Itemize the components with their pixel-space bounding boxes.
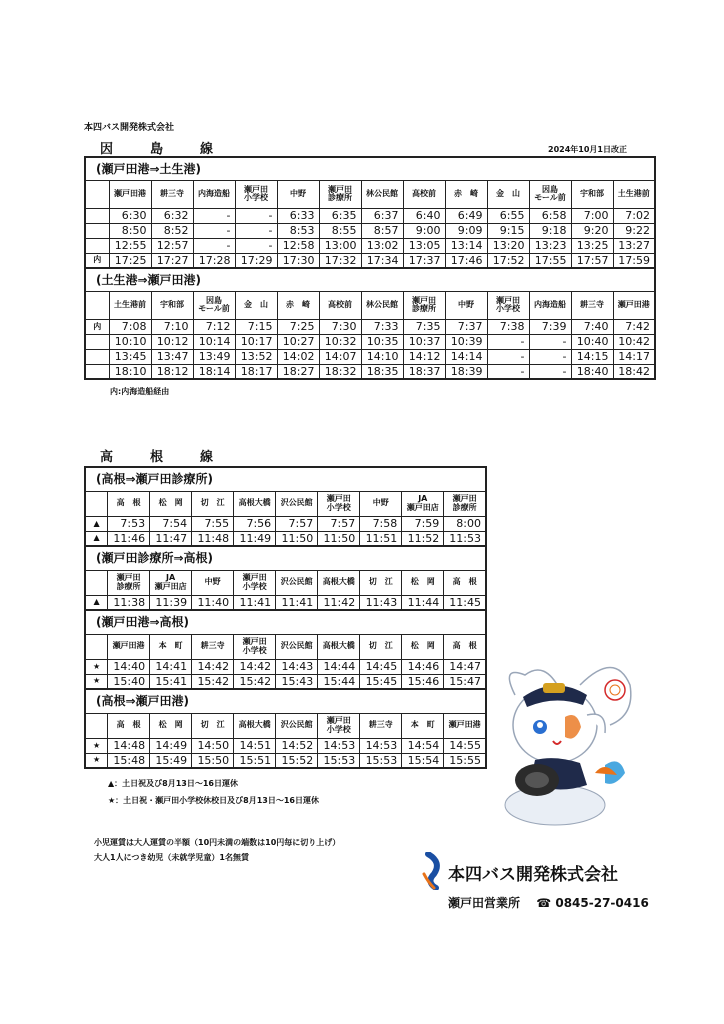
time-cell: 6:40: [403, 208, 445, 223]
time-cell: 17:34: [361, 253, 403, 268]
time-cell: 11:41: [276, 595, 318, 610]
time-cell: 9:15: [487, 223, 529, 238]
time-cell: 7:12: [193, 319, 235, 334]
phone-number: 0845-27-0416: [555, 896, 649, 910]
timetable-row: [85, 738, 486, 753]
time-cell: 6:49: [445, 208, 487, 223]
time-cell: 15:50: [192, 753, 234, 768]
time-cell: 11:52: [402, 531, 444, 546]
time-cell: 7:53: [108, 516, 150, 531]
timetable-row: [85, 595, 486, 610]
time-cell: 13:23: [529, 238, 571, 253]
time-cell: 15:48: [108, 753, 150, 768]
row-mark: ★: [85, 753, 108, 768]
time-cell: -: [529, 334, 571, 349]
timetable-row: [85, 753, 486, 768]
timetable-row: [85, 364, 655, 379]
time-cell: -: [487, 364, 529, 379]
time-cell: 11:46: [108, 531, 150, 546]
time-cell: -: [529, 364, 571, 379]
time-cell: 17:25: [109, 253, 151, 268]
time-cell: 10:42: [613, 334, 655, 349]
row-mark: ▲: [85, 531, 108, 546]
stop-header: 沢公民館: [276, 491, 318, 516]
time-cell: -: [487, 334, 529, 349]
stop-header: 高校前: [403, 180, 445, 208]
time-cell: 10:37: [403, 334, 445, 349]
header-blank-cell: [85, 634, 108, 659]
time-cell: 12:55: [109, 238, 151, 253]
time-cell: 6:37: [361, 208, 403, 223]
time-cell: 14:14: [445, 349, 487, 364]
stop-header: 松 岡: [150, 713, 192, 738]
time-cell: 14:07: [319, 349, 361, 364]
time-cell: 14:50: [192, 738, 234, 753]
time-cell: 7:59: [402, 516, 444, 531]
stop-header: 切 江: [192, 713, 234, 738]
row-mark: ▲: [85, 595, 108, 610]
time-cell: -: [235, 223, 277, 238]
time-cell: 13:47: [151, 349, 193, 364]
time-cell: 8:00: [444, 516, 486, 531]
stop-header: 本 町: [402, 713, 444, 738]
time-cell: 11:45: [444, 595, 486, 610]
time-cell: 6:35: [319, 208, 361, 223]
timetable-row: [85, 253, 655, 268]
stop-header: 瀬戸田 診療所: [444, 491, 486, 516]
stop-header: 切 江: [360, 634, 402, 659]
time-cell: -: [193, 208, 235, 223]
time-cell: -: [487, 349, 529, 364]
time-cell: 7:00: [571, 208, 613, 223]
header-blank-cell: [85, 180, 109, 208]
row-mark: [85, 208, 109, 223]
stop-header: 高根大橋: [234, 491, 276, 516]
time-cell: 17:30: [277, 253, 319, 268]
time-cell: 11:40: [192, 595, 234, 610]
time-cell: 18:35: [361, 364, 403, 379]
time-cell: 7:08: [109, 319, 151, 334]
time-cell: 18:14: [193, 364, 235, 379]
time-cell: 11:43: [360, 595, 402, 610]
time-cell: 15:53: [360, 753, 402, 768]
time-cell: 18:17: [235, 364, 277, 379]
time-cell: 15:42: [234, 674, 276, 689]
stop-header: 耕三寺: [360, 713, 402, 738]
timetable-row: [85, 674, 486, 689]
time-cell: -: [193, 223, 235, 238]
time-cell: 14:17: [613, 349, 655, 364]
time-cell: 17:59: [613, 253, 655, 268]
time-cell: 18:27: [277, 364, 319, 379]
time-cell: 14:53: [360, 738, 402, 753]
time-cell: 6:33: [277, 208, 319, 223]
stop-header: 瀬戸田 診療所: [108, 570, 150, 595]
time-cell: 17:55: [529, 253, 571, 268]
time-cell: -: [193, 238, 235, 253]
stop-header: 中野: [192, 570, 234, 595]
time-cell: 14:54: [402, 738, 444, 753]
time-cell: 7:38: [487, 319, 529, 334]
stop-header: 沢公民館: [276, 634, 318, 659]
time-cell: 11:51: [360, 531, 402, 546]
time-cell: 10:17: [235, 334, 277, 349]
time-cell: 13:14: [445, 238, 487, 253]
row-mark: [85, 334, 109, 349]
time-cell: 13:27: [613, 238, 655, 253]
stop-header: 松 岡: [402, 634, 444, 659]
time-cell: 15:49: [150, 753, 192, 768]
stop-header: 中野: [360, 491, 402, 516]
time-cell: 15:41: [150, 674, 192, 689]
time-cell: 11:50: [318, 531, 360, 546]
time-cell: 15:43: [276, 674, 318, 689]
stop-header: 瀬戸田 診療所: [319, 180, 361, 208]
time-cell: 11:39: [150, 595, 192, 610]
time-cell: 9:22: [613, 223, 655, 238]
time-cell: 6:55: [487, 208, 529, 223]
time-cell: 11:48: [192, 531, 234, 546]
time-cell: 10:14: [193, 334, 235, 349]
direction-heading: (高根⇒瀬戸田診療所): [85, 467, 486, 491]
time-cell: 8:50: [109, 223, 151, 238]
fare-note-child: 小児運賃は大人運賃の半額（10円未満の端数は10円毎に切り上げ）: [94, 838, 341, 847]
takane-timetable: [84, 466, 487, 769]
time-cell: 15:42: [192, 674, 234, 689]
header-blank-cell: [85, 291, 109, 319]
row-mark: 内: [85, 253, 109, 268]
header-blank-cell: [85, 491, 108, 516]
time-cell: 14:15: [571, 349, 613, 364]
timetable-row: [85, 223, 655, 238]
stop-header: 切 江: [360, 570, 402, 595]
time-cell: 10:35: [361, 334, 403, 349]
time-cell: 8:57: [361, 223, 403, 238]
time-cell: 18:12: [151, 364, 193, 379]
timetable-row: [85, 319, 655, 334]
stop-header: 瀬戸田 小学校: [235, 180, 277, 208]
direction-heading: (瀬戸田港⇒高根): [85, 610, 486, 634]
stop-header: 耕三寺: [192, 634, 234, 659]
time-cell: 7:55: [192, 516, 234, 531]
time-cell: 7:10: [151, 319, 193, 334]
time-cell: 15:52: [276, 753, 318, 768]
direction-heading: (瀬戸田診療所⇒高根): [85, 546, 486, 570]
stop-header: 瀬戸田 小学校: [318, 713, 360, 738]
time-cell: 7:56: [234, 516, 276, 531]
time-cell: 14:55: [444, 738, 486, 753]
stop-header: 宇和部: [151, 291, 193, 319]
time-cell: 17:37: [403, 253, 445, 268]
time-cell: 14:41: [150, 659, 192, 674]
time-cell: 14:12: [403, 349, 445, 364]
header-blank-cell: [85, 570, 108, 595]
stop-header: 赤 崎: [445, 180, 487, 208]
time-cell: 14:44: [318, 659, 360, 674]
fare-note-infant: 大人1人につき幼児（未就学児童）1名無賃: [94, 853, 249, 862]
row-mark: ★: [85, 674, 108, 689]
time-cell: 7:57: [276, 516, 318, 531]
row-mark: ★: [85, 738, 108, 753]
revision-date: 2024年10月1日改正: [548, 145, 627, 154]
stop-header: 土生港前: [109, 291, 151, 319]
time-cell: 10:27: [277, 334, 319, 349]
time-cell: 14:42: [192, 659, 234, 674]
timetable-row: [85, 238, 655, 253]
stop-header: 沢公民館: [276, 713, 318, 738]
time-cell: 17:32: [319, 253, 361, 268]
time-cell: 11:42: [318, 595, 360, 610]
timetable-row: [85, 349, 655, 364]
time-cell: 18:10: [109, 364, 151, 379]
timetable-row: [85, 531, 486, 546]
time-cell: 13:05: [403, 238, 445, 253]
time-cell: 10:32: [319, 334, 361, 349]
stop-header: 瀬戸田 小学校: [318, 491, 360, 516]
time-cell: 8:52: [151, 223, 193, 238]
time-cell: 15:51: [234, 753, 276, 768]
stop-header: 高根大橋: [318, 634, 360, 659]
time-cell: 8:55: [319, 223, 361, 238]
time-cell: 17:57: [571, 253, 613, 268]
time-cell: 13:52: [235, 349, 277, 364]
time-cell: 6:30: [109, 208, 151, 223]
row-mark: [85, 223, 109, 238]
time-cell: 14:48: [108, 738, 150, 753]
stop-header: 林公民館: [361, 180, 403, 208]
stop-header: 高 根: [444, 570, 486, 595]
row-mark: [85, 364, 109, 379]
stop-header: 瀬戸田 小学校: [487, 291, 529, 319]
timetable-row: [85, 208, 655, 223]
time-cell: 14:47: [444, 659, 486, 674]
time-cell: 7:39: [529, 319, 571, 334]
time-cell: 7:35: [403, 319, 445, 334]
time-cell: 13:25: [571, 238, 613, 253]
time-cell: 18:37: [403, 364, 445, 379]
time-cell: 13:00: [319, 238, 361, 253]
stop-header: 因島 モール前: [193, 291, 235, 319]
time-cell: 14:49: [150, 738, 192, 753]
direction-heading: (高根⇒瀬戸田港): [85, 689, 486, 713]
time-cell: 18:39: [445, 364, 487, 379]
timetable-row: [85, 516, 486, 531]
takane-line-title: 高 根 線: [100, 450, 226, 465]
stop-header: 金 山: [235, 291, 277, 319]
time-cell: 17:52: [487, 253, 529, 268]
stop-header: 内海造船: [193, 180, 235, 208]
time-cell: 7:42: [613, 319, 655, 334]
time-cell: 14:42: [234, 659, 276, 674]
innoshima-note: 内:内海造船経由: [110, 387, 170, 396]
timetable-row: [85, 334, 655, 349]
time-cell: 9:09: [445, 223, 487, 238]
time-cell: 11:49: [234, 531, 276, 546]
stop-header: 瀬戸田 診療所: [403, 291, 445, 319]
time-cell: 9:20: [571, 223, 613, 238]
time-cell: 7:40: [571, 319, 613, 334]
stop-header: 因島 モール前: [529, 180, 571, 208]
time-cell: 10:40: [571, 334, 613, 349]
time-cell: 15:45: [360, 674, 402, 689]
stop-header: 高 根: [108, 713, 150, 738]
direction-heading: (土生港⇒瀬戸田港): [85, 268, 655, 291]
takane-note-star: ★：土日祝・瀬戸田小学校休校日及び8月13日～16日運休: [108, 796, 320, 805]
takane-note-triangle: ▲：土日祝及び8月13日～16日運休: [108, 779, 238, 788]
timetable-row: [85, 659, 486, 674]
stop-header: 切 江: [192, 491, 234, 516]
header-blank-cell: [85, 713, 108, 738]
time-cell: 14:46: [402, 659, 444, 674]
stop-header: 中野: [445, 291, 487, 319]
time-cell: 17:29: [235, 253, 277, 268]
time-cell: 7:58: [360, 516, 402, 531]
time-cell: 9:18: [529, 223, 571, 238]
time-cell: 11:53: [444, 531, 486, 546]
stop-header: 宇和部: [571, 180, 613, 208]
time-cell: 7:57: [318, 516, 360, 531]
stop-header: 高 根: [108, 491, 150, 516]
time-cell: 11:47: [150, 531, 192, 546]
row-mark: ▲: [85, 516, 108, 531]
stop-header: 金 山: [487, 180, 529, 208]
stop-header: 沢公民館: [276, 570, 318, 595]
time-cell: 13:02: [361, 238, 403, 253]
phone-icon: ☎: [536, 896, 552, 910]
time-cell: 15:53: [318, 753, 360, 768]
time-cell: 18:32: [319, 364, 361, 379]
time-cell: -: [235, 208, 277, 223]
stop-header: 耕三寺: [571, 291, 613, 319]
stop-header: 瀬戸田港: [108, 634, 150, 659]
stop-header: 瀬戸田港: [109, 180, 151, 208]
time-cell: 15:55: [444, 753, 486, 768]
innoshima-line-title: 因 島 線: [100, 142, 226, 157]
stop-header: 瀬戸田 小学校: [234, 634, 276, 659]
stop-header: 瀬戸田 小学校: [234, 570, 276, 595]
stop-header: 松 岡: [402, 570, 444, 595]
row-mark: 内: [85, 319, 109, 334]
time-cell: 7:30: [319, 319, 361, 334]
time-cell: 13:49: [193, 349, 235, 364]
time-cell: 13:20: [487, 238, 529, 253]
stop-header: 高校前: [319, 291, 361, 319]
stop-header: 瀬戸田港: [444, 713, 486, 738]
time-cell: -: [529, 349, 571, 364]
time-cell: 15:40: [108, 674, 150, 689]
time-cell: 8:53: [277, 223, 319, 238]
innoshima-timetable: [84, 156, 656, 380]
stop-header: 耕三寺: [151, 180, 193, 208]
stop-header: 高根大橋: [234, 713, 276, 738]
time-cell: 12:57: [151, 238, 193, 253]
stop-header: JA 瀬戸田店: [402, 491, 444, 516]
stop-header: 高根大橋: [318, 570, 360, 595]
stop-header: 瀬戸田港: [613, 291, 655, 319]
time-cell: 7:37: [445, 319, 487, 334]
stop-header: 高 根: [444, 634, 486, 659]
time-cell: 7:02: [613, 208, 655, 223]
time-cell: 14:10: [361, 349, 403, 364]
footer-company-name: 本四バス開発株式会社: [448, 865, 618, 885]
time-cell: 14:45: [360, 659, 402, 674]
stop-header: 内海造船: [529, 291, 571, 319]
time-cell: 15:54: [402, 753, 444, 768]
time-cell: 11:50: [276, 531, 318, 546]
time-cell: 11:44: [402, 595, 444, 610]
time-cell: 17:46: [445, 253, 487, 268]
stop-header: 土生港前: [613, 180, 655, 208]
stop-header: JA 瀬戸田店: [150, 570, 192, 595]
time-cell: 17:27: [151, 253, 193, 268]
time-cell: 14:02: [277, 349, 319, 364]
time-cell: 15:46: [402, 674, 444, 689]
time-cell: 15:47: [444, 674, 486, 689]
time-cell: 7:33: [361, 319, 403, 334]
time-cell: 13:45: [109, 349, 151, 364]
time-cell: 11:41: [234, 595, 276, 610]
time-cell: 14:53: [318, 738, 360, 753]
time-cell: 15:44: [318, 674, 360, 689]
time-cell: 10:10: [109, 334, 151, 349]
time-cell: 17:28: [193, 253, 235, 268]
time-cell: 14:51: [234, 738, 276, 753]
stop-header: 赤 崎: [277, 291, 319, 319]
time-cell: 14:40: [108, 659, 150, 674]
time-cell: 14:43: [276, 659, 318, 674]
time-cell: -: [235, 238, 277, 253]
time-cell: 7:15: [235, 319, 277, 334]
company-logo-icon: [422, 852, 446, 890]
time-cell: 7:25: [277, 319, 319, 334]
row-mark: ★: [85, 659, 108, 674]
time-cell: 9:00: [403, 223, 445, 238]
stop-header: 林公民館: [361, 291, 403, 319]
direction-heading: (瀬戸田港⇒土生港): [85, 157, 655, 180]
time-cell: 6:58: [529, 208, 571, 223]
time-cell: 11:38: [108, 595, 150, 610]
row-mark: [85, 349, 109, 364]
footer-office: [448, 894, 649, 911]
stop-header: 松 岡: [150, 491, 192, 516]
stop-header: 中野: [277, 180, 319, 208]
time-cell: 18:42: [613, 364, 655, 379]
time-cell: 10:12: [151, 334, 193, 349]
mascot-illustration: [495, 655, 640, 830]
row-mark: [85, 238, 109, 253]
time-cell: 10:39: [445, 334, 487, 349]
header-company: 本四バス開発株式会社: [84, 123, 175, 133]
office-name: 瀬戸田営業所: [448, 896, 521, 910]
stop-header: 本 町: [150, 634, 192, 659]
time-cell: 18:40: [571, 364, 613, 379]
time-cell: 12:58: [277, 238, 319, 253]
time-cell: 14:52: [276, 738, 318, 753]
time-cell: 7:54: [150, 516, 192, 531]
time-cell: 6:32: [151, 208, 193, 223]
